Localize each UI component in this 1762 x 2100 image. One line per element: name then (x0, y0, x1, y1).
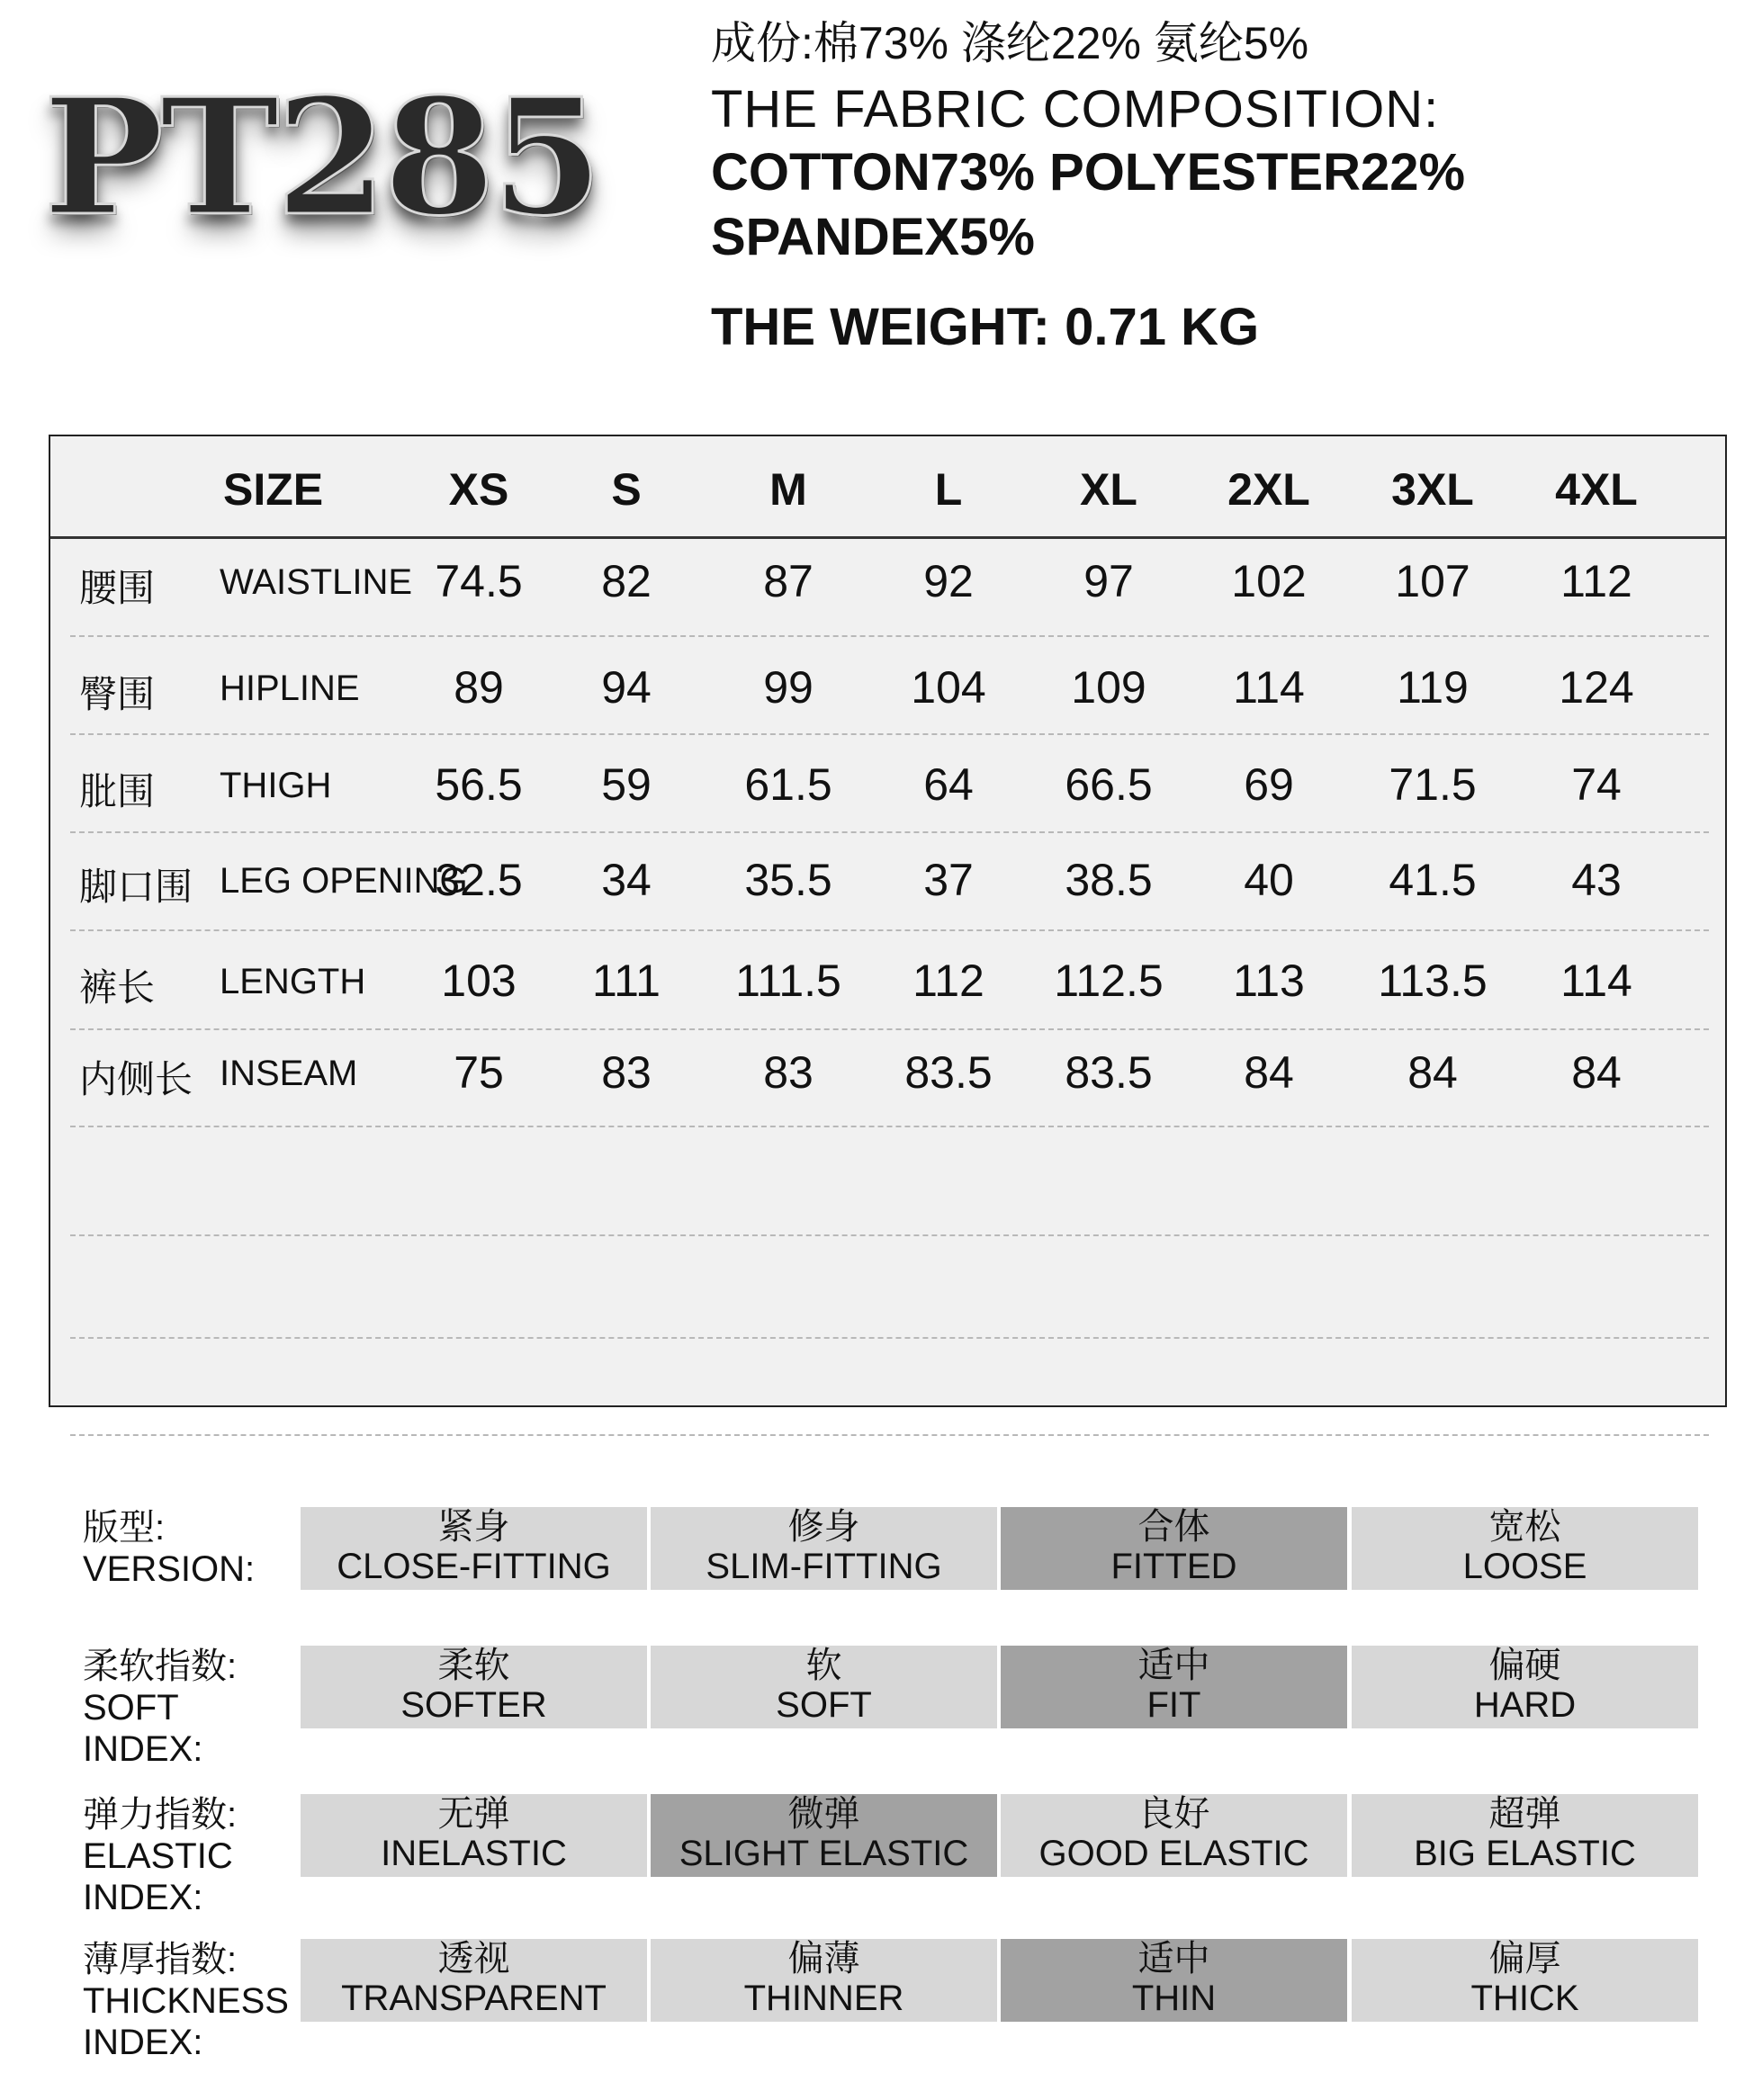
row-divider (70, 1234, 1709, 1236)
size-table (49, 435, 1727, 1407)
attribute-option-selected (651, 1794, 997, 1877)
option-label-en: GOOD ELASTIC (1038, 1834, 1309, 1873)
attribute-label (83, 1646, 237, 1770)
attribute-option (651, 1507, 997, 1590)
measure-value: 112 (912, 956, 984, 1006)
attribute-label-line: SOFT (83, 1688, 179, 1728)
option-label-cn: 柔软 (437, 1646, 510, 1685)
size-header-l: L (934, 464, 963, 515)
size-table-header (50, 436, 1725, 539)
attribute-option-selected (1001, 1507, 1347, 1590)
option-label-cn: 偏厚 (1488, 1939, 1561, 1979)
measure-value: 71.5 (1389, 759, 1477, 810)
attribute-option-selected (1001, 1939, 1347, 2022)
measure-value: 64 (923, 759, 974, 810)
attribute-option-selected (1001, 1646, 1347, 1728)
measure-value: 66.5 (1065, 759, 1153, 810)
attribute-label-line: THICKNESS (83, 1981, 289, 2021)
option-label-en: THINNER (743, 1979, 904, 2018)
composition-line-1: COTTON73% POLYESTER22% (711, 143, 1466, 202)
composition-heading: THE FABRIC COMPOSITION: (711, 80, 1440, 139)
option-label-en: LOOSE (1462, 1547, 1587, 1586)
measure-value: 92 (923, 556, 974, 606)
attribute-label-line: VERSION: (83, 1549, 256, 1589)
measure-value: 112 (1560, 556, 1632, 606)
measure-label-cn: 脚口围 (79, 866, 193, 908)
row-divider (70, 929, 1709, 931)
measure-value: 43 (1571, 855, 1622, 905)
row-divider (70, 1434, 1709, 1436)
option-label-cn: 适中 (1137, 1646, 1210, 1685)
measure-value: 83.5 (1065, 1047, 1153, 1098)
measure-value: 40 (1244, 855, 1294, 905)
measure-label-en: HIPLINE (220, 669, 360, 708)
table-row (50, 1046, 1725, 1100)
measure-value: 84 (1571, 1047, 1622, 1098)
option-label-cn: 软 (805, 1646, 842, 1685)
row-divider (70, 635, 1709, 637)
measure-value: 74 (1571, 759, 1622, 810)
attribute-option (1352, 1646, 1698, 1728)
size-header-s: S (611, 464, 642, 515)
row-divider (70, 1126, 1709, 1127)
measure-value: 83 (763, 1047, 814, 1098)
measure-value: 103 (441, 956, 517, 1006)
attribute-option (1352, 1794, 1698, 1877)
measure-value: 38.5 (1065, 855, 1153, 905)
attribute-option (651, 1646, 997, 1728)
option-label-en: TRANSPARENT (341, 1979, 607, 2018)
measure-value: 99 (763, 662, 814, 713)
composition-line-2: SPANDEX5% (711, 208, 1035, 266)
measure-value: 107 (1395, 556, 1470, 606)
measure-value: 32.5 (435, 855, 523, 905)
measure-value: 37 (923, 855, 974, 905)
option-label-en: SOFTER (400, 1685, 547, 1725)
measure-value: 111 (591, 956, 661, 1006)
measure-label-cn: 腰围 (79, 567, 156, 609)
measure-value: 83 (601, 1047, 652, 1098)
measure-value: 34 (601, 855, 652, 905)
size-header-m: M (769, 464, 807, 515)
measure-label-en: LENGTH (220, 962, 366, 1001)
attribute-option (1352, 1507, 1698, 1590)
measure-label-en: WAISTLINE (220, 562, 413, 602)
option-label-cn: 超弹 (1488, 1794, 1561, 1834)
option-label-en: CLOSE-FITTING (337, 1547, 611, 1586)
measure-value: 114 (1560, 956, 1632, 1006)
measure-value: 41.5 (1389, 855, 1477, 905)
measure-value: 89 (454, 662, 504, 713)
option-label-en: FITTED (1110, 1547, 1237, 1586)
product-code-logo: PT285 (43, 63, 599, 251)
measure-label-cn: 内侧长 (79, 1058, 193, 1100)
option-label-cn: 合体 (1137, 1507, 1210, 1547)
measure-label-cn: 肶围 (79, 770, 156, 812)
measure-value: 111.5 (735, 956, 841, 1006)
attribute-option (301, 1646, 647, 1728)
table-row (50, 758, 1725, 812)
measure-value: 119 (1397, 662, 1469, 713)
option-label-cn: 微弹 (787, 1794, 860, 1834)
measure-value: 97 (1083, 556, 1134, 606)
option-label-cn: 偏硬 (1488, 1646, 1561, 1685)
measure-value: 35.5 (744, 855, 832, 905)
measure-value: 112.5 (1054, 956, 1164, 1006)
attribute-label-line: ELASTIC (83, 1836, 233, 1876)
option-label-en: INELASTIC (381, 1834, 567, 1873)
attribute-label (83, 1794, 237, 1918)
option-label-cn: 无弹 (437, 1794, 510, 1834)
size-header-4xl: 4XL (1555, 464, 1638, 515)
measure-value: 114 (1233, 662, 1305, 713)
size-header-2xl: 2XL (1227, 464, 1310, 515)
row-divider (70, 1028, 1709, 1030)
measure-value: 94 (601, 662, 652, 713)
size-header-label: SIZE (223, 464, 324, 515)
option-label-cn: 宽松 (1488, 1507, 1561, 1547)
measure-label-en: THIGH (220, 766, 332, 805)
attribute-option (301, 1939, 647, 2022)
measure-value: 102 (1231, 556, 1307, 606)
measure-value: 74.5 (435, 556, 523, 606)
measure-value: 104 (911, 662, 986, 713)
measure-value: 59 (601, 759, 652, 810)
attribute-option (301, 1507, 647, 1590)
attribute-option (301, 1794, 647, 1877)
measure-value: 113.5 (1378, 956, 1488, 1006)
option-label-cn: 偏薄 (787, 1939, 860, 1979)
composition-cn: 成份:棉73% 涤纶22% 氨纶5% (711, 18, 1309, 68)
size-header-3xl: 3XL (1391, 464, 1474, 515)
weight-text: THE WEIGHT: 0.71 KG (711, 298, 1260, 356)
option-label-en: THIN (1131, 1979, 1217, 2018)
measure-value: 87 (763, 556, 814, 606)
attribute-label-line: 薄厚指数: (83, 1940, 238, 1979)
option-label-en: SLIM-FITTING (706, 1547, 942, 1586)
option-label-cn: 良好 (1137, 1794, 1210, 1834)
row-divider (70, 1337, 1709, 1339)
attribute-option (1001, 1794, 1347, 1877)
row-divider (70, 831, 1709, 833)
measure-value: 82 (601, 556, 652, 606)
attribute-label-line: INDEX: (83, 1729, 203, 1769)
table-row (50, 955, 1725, 1009)
measure-value: 83.5 (904, 1047, 993, 1098)
option-label-en: THICK (1470, 1979, 1579, 2018)
option-label-en: HARD (1473, 1685, 1577, 1725)
measure-value: 69 (1244, 759, 1294, 810)
attribute-label-line: 版型: (83, 1508, 166, 1548)
option-label-en: BIG ELASTIC (1414, 1834, 1636, 1873)
attribute-option (651, 1939, 997, 2022)
table-row (50, 555, 1725, 609)
size-header-xl: XL (1080, 464, 1137, 515)
measure-label-cn: 臀围 (79, 673, 156, 715)
measure-value: 56.5 (435, 759, 523, 810)
attribute-label (83, 1939, 289, 2063)
measure-value: 84 (1407, 1047, 1458, 1098)
option-label-en: SLIGHT ELASTIC (679, 1834, 969, 1873)
option-label-cn: 紧身 (437, 1507, 510, 1547)
measure-value: 109 (1071, 662, 1146, 713)
measure-value: 75 (454, 1047, 504, 1098)
attribute-label-line: 弹力指数: (83, 1795, 238, 1835)
measure-value: 61.5 (744, 759, 832, 810)
attribute-option (1352, 1939, 1698, 2022)
attribute-label (83, 1507, 255, 1590)
row-divider (70, 733, 1709, 735)
attribute-label-line: 柔软指数: (83, 1647, 238, 1686)
measure-value: 84 (1244, 1047, 1294, 1098)
table-row (50, 661, 1725, 715)
measure-label-en: INSEAM (220, 1054, 358, 1093)
size-header-xs: XS (448, 464, 509, 515)
measure-label-cn: 裤长 (79, 966, 156, 1009)
attribute-label-line: INDEX: (83, 1878, 203, 1917)
option-label-cn: 适中 (1137, 1939, 1210, 1979)
option-label-en: SOFT (776, 1685, 872, 1725)
measure-label-en: LEG OPENING (220, 861, 468, 901)
measure-value: 124 (1559, 662, 1634, 713)
attribute-label-line: INDEX: (83, 2023, 203, 2062)
table-row (50, 854, 1725, 908)
option-label-cn: 透视 (437, 1939, 510, 1979)
measure-value: 113 (1233, 956, 1305, 1006)
option-label-cn: 修身 (787, 1507, 860, 1547)
option-label-en: FIT (1146, 1685, 1201, 1725)
